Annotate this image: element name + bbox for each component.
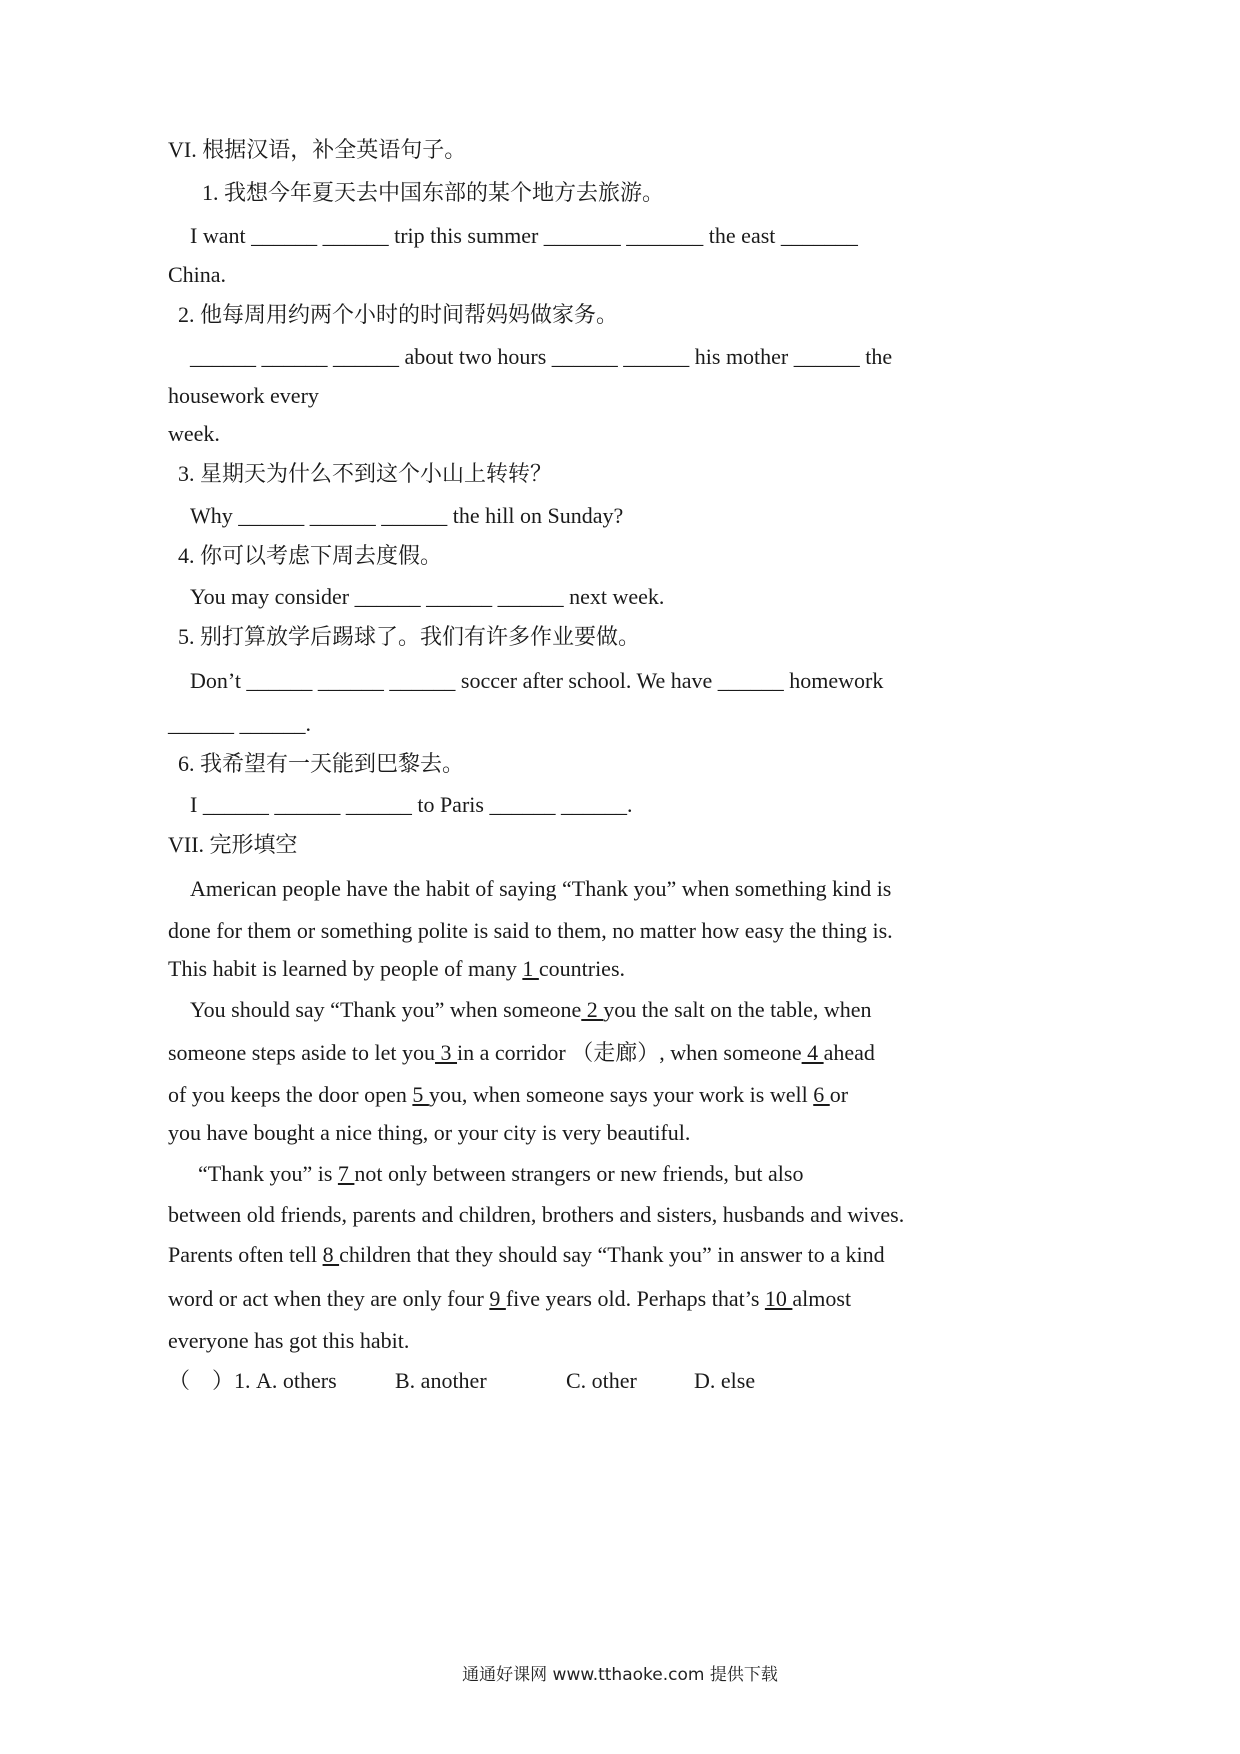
blank-1: 1: [522, 956, 539, 981]
q5-english-cont: ______ ______.: [168, 711, 311, 736]
passage-line: of you keeps the door open 5 you, when someone says your work is well 6 or: [168, 1082, 849, 1107]
q2-chinese: 2. 他每周用约两个小时的时间帮妈妈做家务。: [178, 302, 619, 327]
section6-heading: VI. 根据汉语，补全英语句子。: [168, 137, 467, 162]
q1-english-line: I want ______ ______ trip this summer _______ _______ the east _______: [190, 223, 858, 248]
answer-parens: （ ）: [168, 1368, 235, 1393]
q2-english-cont2: week.: [168, 421, 220, 446]
q5-english-line: Don’t ______ ______ ______ soccer after school. We have ______ homework: [190, 668, 884, 693]
blank-9: 9: [489, 1286, 506, 1311]
q6-chinese: 6. 我希望有一天能到巴黎去。: [178, 751, 465, 776]
passage-line: This habit is learned by people of many 1 countries.: [168, 956, 626, 981]
q4-english-line: You may consider ______ ______ ______ next week.: [190, 584, 665, 609]
passage-line: word or act when they are only four 9 five years old. Perhaps that’s 10 almost: [168, 1286, 852, 1311]
blank-5: 5: [412, 1082, 429, 1107]
passage-line: someone steps aside to let you 3 in a corridor （走廊）, when someone 4 ahead: [168, 1040, 875, 1065]
passage-line: You should say “Thank you” when someone 2 you the salt on the table, when: [190, 997, 872, 1022]
q1-english-cont: China.: [168, 262, 227, 287]
option-row: [168, 1367, 337, 1395]
blank-2: 2: [581, 997, 604, 1022]
page-footer: 通通好课网 www.tthaoke.com 提供下载: [462, 1665, 778, 1685]
q1-chinese: 1. 我想今年夏天去中国东部的某个地方去旅游。: [202, 180, 665, 205]
q5-chinese: 5. 别打算放学后踢球了。我们有许多作业要做。: [178, 624, 641, 649]
section7-heading: VII. 完形填空: [168, 832, 298, 857]
blank-3: 3: [435, 1040, 458, 1065]
q4-chinese: 4. 你可以考虑下周去度假。: [178, 543, 443, 568]
option-a: 1. A. others: [234, 1368, 337, 1393]
passage-line: everyone has got this habit.: [168, 1328, 410, 1353]
blank-10: 10: [764, 1286, 793, 1311]
q3-english-line: Why ______ ______ ______ the hill on Sunday?: [190, 503, 624, 528]
blank-6: 6: [813, 1082, 830, 1107]
blank-8: 8: [322, 1242, 340, 1267]
passage-line: done for them or something polite is said to them, no matter how easy the thing is.: [168, 918, 893, 943]
option-d: D. else: [694, 1368, 756, 1393]
q2-english-line: ______ ______ ______ about two hours ______ ______ his mother ______ the: [190, 344, 893, 369]
passage-line: between old friends, parents and children, brothers and sisters, husbands and wives.: [168, 1202, 905, 1227]
blank-7: 7: [337, 1161, 355, 1186]
q3-chinese: 3. 星期天为什么不到这个小山上转转？: [178, 461, 553, 486]
q2-english-cont: housework every: [168, 383, 319, 408]
q6-english-line: I ______ ______ ______ to Paris ______ ______.: [190, 792, 633, 817]
blank-4: 4: [801, 1040, 824, 1065]
option-b: B. another: [395, 1368, 487, 1393]
passage-line: you have bought a nice thing, or your city is very beautiful.: [168, 1120, 691, 1145]
passage-line: “Thank you” is 7 not only between strangers or new friends, but also: [198, 1161, 804, 1186]
passage-line: Parents often tell 8 children that they should say “Thank you” in answer to a kind: [168, 1242, 885, 1267]
passage-line: American people have the habit of saying “Thank you” when something kind is: [190, 876, 892, 901]
option-c: C. other: [566, 1368, 637, 1393]
